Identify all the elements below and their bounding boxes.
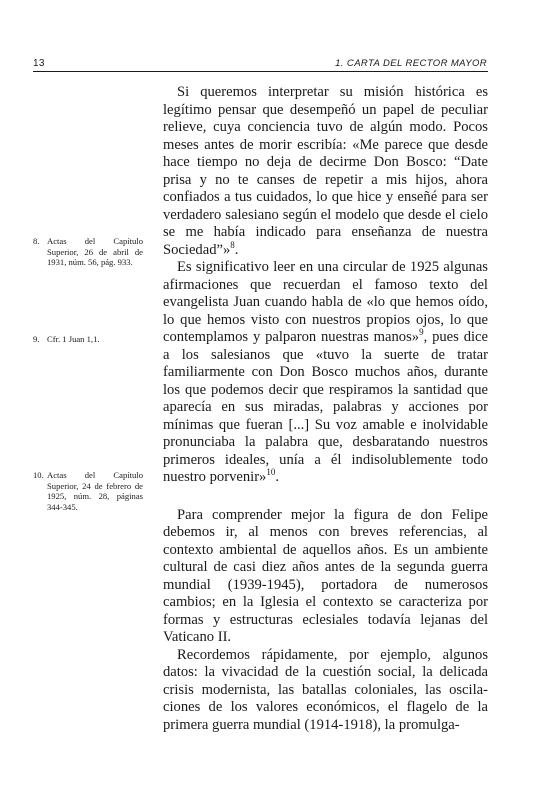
footnote-text: Actas del Capítulo Superior, 24 de febrero de 1925, núm. 28, páginas 344-345. <box>47 470 143 512</box>
footnote-ref-8: 8 <box>230 239 235 250</box>
footnote-text: Cfr. 1 Juan 1,1. <box>47 334 100 344</box>
paragraph <box>163 84 488 259</box>
footnote-number: 8. <box>33 236 40 246</box>
footnote-number: 10. <box>33 470 44 480</box>
paragraph-end: . <box>275 469 280 485</box>
paragraph-text: Si queremos interpretar su misión histórica es legítimo pensar que desempeñó un papel de peculiar relieve, cuya conciencia tuvo de algún modo. Pocos meses antes de morir escribía: «Me parece que desde hace tiempo no deja de decirme Don Bosco: “Date prisa y no te canses de repetir a mis hijos, ahora confiados a tus cuidados, lo que hice y enseñé para ser verdadero salesiano según el modelo que desde el cielo se me había indicado para enseñanza de nuestra Sociedad”» <box>163 84 488 258</box>
paragraph-text: Es significativo leer en una circular de 1925 algunas afirmaciones que recuerdan el famoso texto del evangelista Juan cuando habla de «lo que hemos oído, lo que hemos visto con nuestros propios ojos, lo que contemplamos y palparon nuestras manos» <box>163 259 488 345</box>
footnote-8 <box>33 236 143 268</box>
running-head: 1. CARTA DEL RECTOR MAYOR <box>335 58 487 69</box>
footnote-ref-10: 10 <box>266 467 276 478</box>
footnote-text: Actas del Capítulo Superior, 26 de abril de 1931, núm. 56, pág. 933. <box>47 236 143 268</box>
paragraph <box>163 259 488 487</box>
footnote-number: 9. <box>33 334 40 344</box>
paragraph-text: , pues dice a los salesianos que «tuvo la suerte de tratar familiarmente con Don Bosco muchos años, durante los que podemos decir que respiramos la santidad que aparecía en sus miradas, palabras y acciones por mínimas que fueran [...] Su voz amable e inolvidable pronunciaba la palabra que, desbaratando nuestros primeros ideales, unía a él indisolublemente todo nuestro porvenir» <box>163 329 488 485</box>
paragraph: Para comprender mejor la figura de don Felipe debemos ir, al menos con breves referencias, al contexto ambiental de aquellos años. Es un ambiente cultural de casi diez años antes de la segunda guerra mundial (1939-1945), portadora de numerosos cambios; en la Iglesia el contexto se caracteriza por formas y estructuras eclesiales todavía lejanas del Vaticano II. <box>163 506 488 645</box>
page-number: 13 <box>33 58 45 69</box>
paragraph-end: . <box>234 241 239 258</box>
paragraph: Recordemos rápidamente, por ejemplo, algunos datos: la vivacidad de la cuestión social, la delicada crisis modernista, las batallas coloniales, las oscilaciones de los valores económicos, el flagelo de la primera guerra mundial (1914-1918), la promulga- <box>163 646 488 733</box>
footnote-10 <box>33 470 143 512</box>
header-rule <box>33 71 488 72</box>
footnote-ref-9: 9 <box>419 327 424 338</box>
footnote-9 <box>33 334 143 345</box>
main-text <box>163 84 488 734</box>
